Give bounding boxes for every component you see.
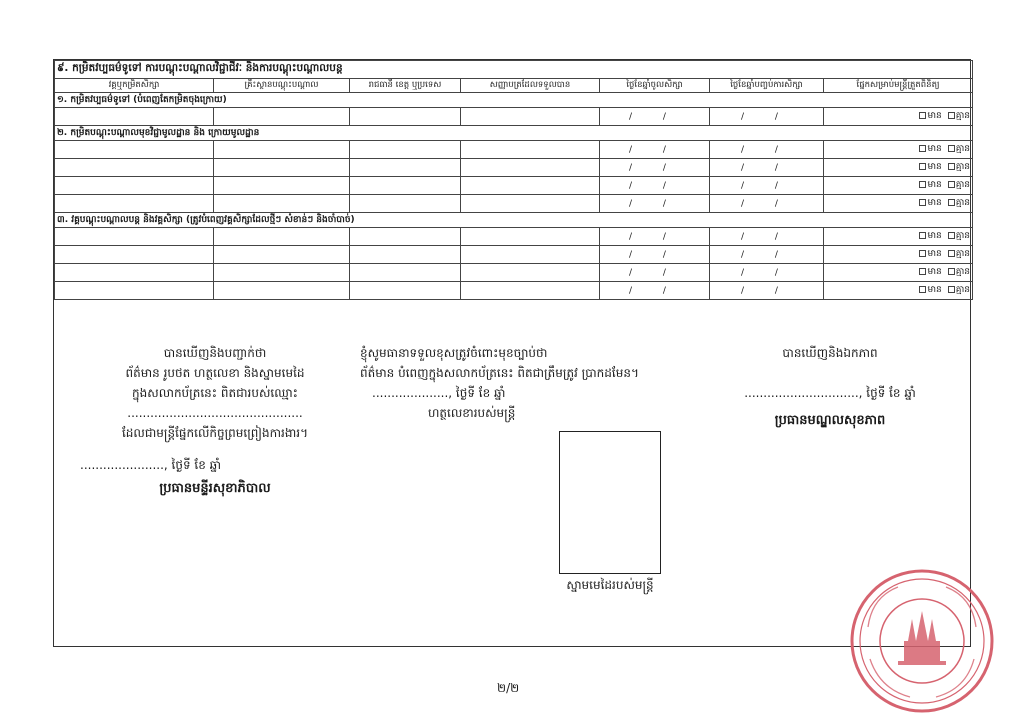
right-date-line: .............................., ថ្ងៃទី ខែ ឆ្នាំ [744, 386, 916, 400]
end-date-cell[interactable]: / / [710, 264, 824, 282]
right-line1: បានឃើញនិងឯកភាព [782, 346, 878, 360]
verification-cell[interactable] [824, 264, 973, 282]
signature-label: ហត្ថលេខារបស់មន្ត្រី [428, 406, 516, 420]
entry-cell[interactable] [461, 108, 600, 126]
yes-checkbox[interactable] [919, 199, 926, 206]
entry-cell[interactable] [55, 141, 214, 159]
left-line5: ដែលជាមន្ត្រីផ្នែកលើកិច្ចព្រមព្រៀងការងារ។ [122, 426, 308, 440]
table-row [55, 141, 973, 159]
right-signature-block [705, 343, 955, 431]
no-checkbox[interactable] [948, 112, 955, 119]
table-row [55, 177, 973, 195]
no-label: គ្មាន [955, 144, 971, 154]
no-label: គ្មាន [955, 198, 971, 208]
section-label: ២. កម្រិតបណ្តុះបណ្តាលមុខវិជ្ជាមូលដ្ឋាន និង ក្រោយមូលដ្ឋាន [55, 126, 973, 141]
yes-label: មាន [927, 231, 942, 241]
thumbprint-box [559, 431, 661, 574]
entry-cell[interactable] [461, 195, 600, 213]
yes-checkbox[interactable] [919, 145, 926, 152]
yes-label: មាន [927, 285, 942, 295]
column-header: ថ្ងៃខែឆ្នាំចូលសិក្សា [600, 79, 710, 93]
entry-cell[interactable] [461, 264, 600, 282]
no-label: គ្មាន [955, 162, 971, 172]
thumbprint-label: ស្នាមមេដៃរបស់មន្ត្រី [566, 578, 654, 592]
verification-cell[interactable] [824, 246, 973, 264]
yes-label: មាន [927, 111, 942, 121]
verification-cell[interactable] [824, 159, 973, 177]
no-label: គ្មាន [955, 111, 971, 121]
no-label: គ្មាន [955, 249, 971, 259]
center-line2: ព័ត៌មាន បំពេញក្នុងសលាកប័ត្រនេះ ពិតជាត្រឹមត្រូវ ប្រាកដមែន។ [360, 366, 639, 380]
table-row [55, 108, 973, 126]
yes-label: មាន [927, 144, 942, 154]
entry-cell[interactable] [350, 228, 461, 246]
start-date-cell[interactable]: / / [600, 177, 710, 195]
entry-cell[interactable] [350, 141, 461, 159]
entry-cell[interactable] [350, 159, 461, 177]
end-date-cell[interactable]: / / [710, 141, 824, 159]
entry-cell[interactable] [461, 177, 600, 195]
no-label: គ្មាន [955, 180, 971, 190]
table-row [55, 282, 973, 300]
entry-cell[interactable] [55, 108, 214, 126]
page-number: ២/២ [497, 681, 520, 695]
yes-label: មាន [927, 180, 942, 190]
entry-cell[interactable] [55, 282, 214, 300]
table-row [55, 195, 973, 213]
no-checkbox[interactable] [948, 145, 955, 152]
entry-cell[interactable] [461, 246, 600, 264]
verification-cell[interactable] [824, 108, 973, 126]
verification-cell[interactable] [824, 228, 973, 246]
section-row [55, 93, 973, 108]
column-header: ថ្ងៃខែឆ្នាំបញ្ចប់ការសិក្សា [710, 79, 824, 93]
yes-checkbox[interactable] [919, 250, 926, 257]
start-date-cell[interactable]: / / [600, 159, 710, 177]
entry-cell[interactable] [214, 264, 350, 282]
no-checkbox[interactable] [948, 250, 955, 257]
start-date-cell[interactable]: / / [600, 282, 710, 300]
entry-cell[interactable] [461, 141, 600, 159]
entry-cell[interactable] [214, 195, 350, 213]
table-row [55, 159, 973, 177]
left-line2: ព័ត៌មាន រូបថត ហត្ថលេខា និងស្នាមមេដៃ [125, 366, 305, 380]
left-line1: បានឃើញនិងបញ្ជាក់ថា [163, 346, 267, 360]
no-checkbox[interactable] [948, 286, 955, 293]
yes-label: មាន [927, 267, 942, 277]
column-header: សញ្ញាបត្រដែលទទួលបាន [461, 79, 600, 93]
entry-cell[interactable] [350, 195, 461, 213]
start-date-cell[interactable]: / / [600, 246, 710, 264]
entry-cell[interactable] [55, 159, 214, 177]
no-label: គ្មាន [955, 285, 971, 295]
column-header: ផ្នែកសម្រាប់មន្ត្រីត្រួតពិនិត្យ [824, 79, 973, 93]
table-row [55, 246, 973, 264]
official-stamp [848, 567, 996, 715]
section-row [55, 213, 973, 228]
yes-checkbox[interactable] [919, 268, 926, 275]
yes-checkbox[interactable] [919, 181, 926, 188]
column-header: វគ្គឬកម្រិតសិក្សា [55, 79, 214, 93]
section-title: ៩. កម្រិតវប្បធម៌ទូទៅ ការបណ្តុះបណ្តាលវិជ្ជាជីវៈ និងការបណ្តុះបណ្តាលបន្ត [55, 61, 973, 79]
left-signature-block [80, 343, 350, 499]
left-line3: ក្នុងសលាកប័ត្រនេះ ពិតជារបស់ឈ្មោះ [132, 386, 298, 400]
entry-cell[interactable] [350, 264, 461, 282]
entry-cell[interactable] [214, 141, 350, 159]
entry-cell[interactable] [461, 282, 600, 300]
education-table [54, 60, 973, 300]
start-date-cell[interactable]: / / [600, 264, 710, 282]
verification-cell[interactable] [824, 282, 973, 300]
entry-cell[interactable] [461, 159, 600, 177]
table-row [55, 228, 973, 246]
no-checkbox[interactable] [948, 232, 955, 239]
entry-cell[interactable] [55, 228, 214, 246]
left-name-dots: .............................................. [127, 406, 303, 420]
section-label: ១. កម្រិតវប្បធម៌ទូទៅ (បំពេញតែកម្រិតចុងក្រោយ) [55, 93, 973, 108]
start-date-cell[interactable]: / / [600, 228, 710, 246]
entry-cell[interactable] [461, 228, 600, 246]
end-date-cell[interactable]: / / [710, 228, 824, 246]
entry-cell[interactable] [55, 177, 214, 195]
entry-cell[interactable] [55, 195, 214, 213]
end-date-cell[interactable]: / / [710, 177, 824, 195]
entry-cell[interactable] [350, 108, 461, 126]
section-label: ៣. វគ្គបណ្តុះបណ្តាលបន្ត និងវគ្គសិក្សា (ត្រូវបំពេញវគ្គសិក្សាដែលថ្មីៗ សំខាន់ៗ និងចាំបាច់) [55, 213, 973, 228]
start-date-cell[interactable]: / / [600, 195, 710, 213]
entry-cell[interactable] [214, 177, 350, 195]
yes-checkbox[interactable] [919, 232, 926, 239]
center-line1: ខ្ញុំសូមធានាទទួលខុសត្រូវចំពោះមុខច្បាប់ថា [360, 346, 548, 360]
end-date-cell[interactable]: / / [710, 159, 824, 177]
entry-cell[interactable] [55, 246, 214, 264]
yes-checkbox[interactable] [919, 112, 926, 119]
left-signer: ប្រធានមន្ទីរសុខាភិបាល [159, 481, 271, 496]
verification-cell[interactable] [824, 195, 973, 213]
entry-cell[interactable] [214, 159, 350, 177]
no-label: គ្មាន [955, 267, 971, 277]
yes-checkbox[interactable] [919, 163, 926, 170]
no-checkbox[interactable] [948, 268, 955, 275]
yes-label: មាន [927, 249, 942, 259]
entry-cell[interactable] [214, 282, 350, 300]
no-label: គ្មាន [955, 231, 971, 241]
entry-cell[interactable] [350, 282, 461, 300]
header-row [55, 79, 973, 93]
column-header: គ្រឹះស្ថានបណ្តុះបណ្តាល [214, 79, 350, 93]
yes-label: មាន [927, 198, 942, 208]
no-checkbox[interactable] [948, 163, 955, 170]
column-header: រាជធានី ខេត្ត ឬប្រទេស [350, 79, 461, 93]
entry-cell[interactable] [214, 108, 350, 126]
center-date-line: ...................., ថ្ងៃទី ខែ ឆ្នាំ [372, 386, 506, 400]
start-date-cell[interactable]: / / [600, 108, 710, 126]
left-date-line: ......................, ថ្ងៃទី ខែ ឆ្នាំ [80, 458, 222, 472]
right-signer: ប្រធានមណ្ឌលសុខភាព [774, 413, 886, 428]
yes-label: មាន [927, 162, 942, 172]
verification-cell[interactable] [824, 141, 973, 159]
no-checkbox[interactable] [948, 199, 955, 206]
entry-cell[interactable] [214, 246, 350, 264]
entry-cell[interactable] [350, 246, 461, 264]
table-row [55, 264, 973, 282]
verification-cell[interactable] [824, 177, 973, 195]
start-date-cell[interactable]: / / [600, 141, 710, 159]
end-date-cell[interactable]: / / [710, 195, 824, 213]
end-date-cell[interactable]: / / [710, 282, 824, 300]
entry-cell[interactable] [214, 228, 350, 246]
entry-cell[interactable] [55, 264, 214, 282]
section-row [55, 126, 973, 141]
center-signature-block [360, 343, 690, 423]
no-checkbox[interactable] [948, 181, 955, 188]
yes-checkbox[interactable] [919, 286, 926, 293]
entry-cell[interactable] [350, 177, 461, 195]
end-date-cell[interactable]: / / [710, 246, 824, 264]
end-date-cell[interactable]: / / [710, 108, 824, 126]
